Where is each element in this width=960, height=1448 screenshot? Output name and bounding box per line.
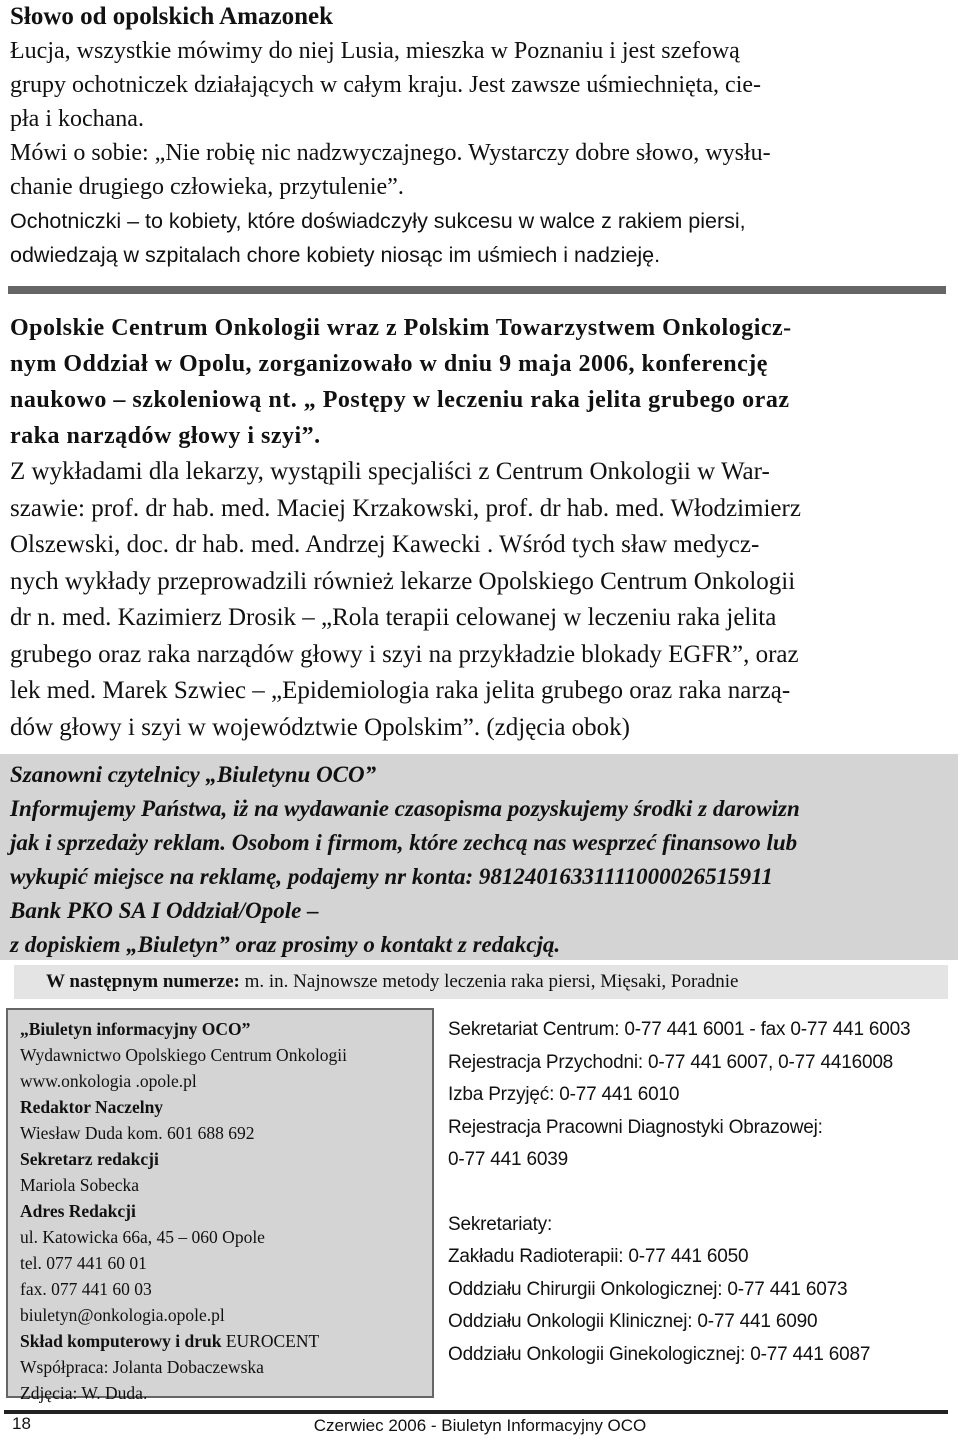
conference-lead-line: raka narządów głowy i szyi”. (10, 423, 321, 449)
imprint-fax: fax. 077 441 60 03 (20, 1279, 152, 1299)
amazonki-line: chanie drugiego człowieka, przytulenie”. (10, 174, 404, 200)
imprint-secretary: Mariola Sobecka (20, 1175, 140, 1195)
amazonki-line: pła i kochana. (10, 106, 144, 132)
imprint-address: ul. Katowicka 66a, 45 – 060 Opole (20, 1227, 265, 1247)
amazonki-line: Ochotniczki – to kobiety, które doświadczyły sukcesu w walce z rakiem piersi, (10, 209, 746, 233)
contact-line: Sekretariat Centrum: 0-77 441 6001 - fax 0-77 441 6003 (448, 1019, 911, 1040)
conference-body-line: nych wykłady przeprowadzili również lekarze Opolskiego Centrum Onkologii (10, 567, 796, 595)
conference-article (10, 310, 950, 746)
imprint-editor-label: Redaktor Naczelny (20, 1097, 164, 1117)
amazonki-line: Mówi o sobie: „Nie robię nic nadzwyczajnego. Wystarczy dobre słowo, wysłu- (10, 140, 771, 166)
notice-line: wykupić miejsce na reklamę, podajemy nr konta: 98124016331111000026515911 (10, 864, 773, 889)
contacts-list (448, 1014, 948, 1371)
contacts-spacer (448, 1177, 948, 1209)
conference-lead-line: naukowo – szkoleniową nt. „ Postępy w leczeniu raka jelita grubego oraz (10, 387, 790, 413)
contact-line: Sekretariaty: (448, 1213, 553, 1235)
notice-line: Szanowni czytelnicy „Biuletynu OCO” (10, 762, 377, 787)
amazonki-line: grupy ochotniczek działających w całym kraju. Jest zawsze uśmiechnięta, cie- (10, 72, 762, 98)
imprint-address-label: Adres Redakcji (20, 1201, 136, 1221)
conference-body-line: Z wykładami dla lekarzy, wystąpili specjaliści z Centrum Onkologii w War- (10, 458, 770, 485)
contact-line: Oddziału Onkologii Klinicznej: 0-77 441 6090 (448, 1311, 818, 1332)
notice-line: z dopiskiem „Biuletyn” oraz prosimy o kontakt z redakcją. (10, 932, 561, 957)
imprint-cooperation: Współpraca: Jolanta Dobaczewska (20, 1357, 264, 1377)
amazonki-line: Łucja, wszystkie mówimy do niej Lusia, mieszka w Poznaniu i jest szefową (10, 38, 740, 64)
conference-body-line: grubego oraz raka narządów głowy i szyi na przykładzie blokady EGFR”, oraz (10, 640, 799, 668)
contact-line: 0-77 441 6039 (448, 1149, 568, 1170)
footer-text: Czerwiec 2006 - Biuletyn Informacyjny OCO (313, 1416, 647, 1435)
amazonki-section (10, 0, 950, 272)
imprint-box (6, 1008, 434, 1403)
notice-line: Informujemy Państwa, iż na wydawanie czasopisma pozyskujemy środki z darowizn (10, 796, 800, 821)
conference-body-line: Olszewski, doc. dr hab. med. Andrzej Kawecki . Wśród tych sław medycz- (10, 531, 760, 558)
imprint-editor: Wiesław Duda kom. 601 688 692 (20, 1123, 255, 1143)
next-issue-label: W następnym numerze: (46, 971, 240, 992)
conference-body-line: dr n. med. Kazimierz Drosik – „Rola terapii celowanej w leczeniu raka jelita (10, 604, 777, 631)
conference-lead-line: nym Oddział w Opolu, zorganizowało w dniu 9 maja 2006, konferencję (10, 351, 768, 377)
conference-body-line: szawie: prof. dr hab. med. Maciej Krzakowski, prof. dr hab. med. Włodzimierz (10, 494, 801, 522)
imprint-title: „Biuletyn informacyjny OCO” (20, 1019, 251, 1039)
amazonki-title: Słowo od opolskich Amazonek (10, 3, 333, 30)
imprint-print: EUROCENT (221, 1331, 320, 1351)
notice-line: jak i sprzedaży reklam. Osobom i firmom, które zechcą nas wesprzeć finansowo lub (10, 830, 798, 855)
contact-line: Oddziału Onkologii Ginekologicznej: 0-77 441 6087 (448, 1343, 871, 1365)
next-issue-banner (14, 965, 948, 999)
section-divider (8, 286, 946, 294)
conference-body-line: lek med. Marek Szwiec – „Epidemiologia raka jelita grubego oraz raka narzą- (10, 677, 791, 704)
notice-line: Bank PKO SA I Oddział/Opole – (10, 898, 319, 923)
imprint-secretary-label: Sekretarz redakcji (20, 1149, 159, 1169)
imprint-print-label: Skład komputerowy i druk (20, 1331, 222, 1351)
next-issue-content: m. in. Najnowsze metody leczenia raka piersi, Mięsaki, Poradnie (239, 971, 739, 992)
conference-lead-line: Opolskie Centrum Onkologii wraz z Polskim Towarzystwem Onkologicz- (10, 315, 792, 341)
imprint-website: www.onkologia .opole.pl (20, 1071, 197, 1091)
page-number: 18 (12, 1414, 31, 1433)
contact-line: Izba Przyjęć: 0-77 441 6010 (448, 1084, 680, 1105)
imprint-publisher: Wydawnictwo Opolskiego Centrum Onkologii (20, 1045, 348, 1065)
contact-line: Rejestracja Pracowni Diagnostyki Obrazowej: (448, 1116, 823, 1138)
footer-rule (4, 1410, 948, 1414)
imprint-print-row (20, 1328, 420, 1354)
next-issue-text (46, 971, 738, 993)
imprint-photos: Zdjęcia: W. Duda. (20, 1383, 148, 1403)
imprint-tel: tel. 077 441 60 01 (20, 1253, 147, 1273)
contact-line: Rejestracja Przychodni: 0-77 441 6007, 0-77 4416008 (448, 1051, 894, 1073)
imprint-email: biuletyn@onkologia.opole.pl (20, 1305, 225, 1325)
contact-line: Oddziału Chirurgii Onkologicznej: 0-77 441 6073 (448, 1278, 848, 1300)
conference-body-line: dów głowy i szyi w województwie Opolskim”. (zdjęcia obok) (10, 713, 631, 741)
contact-line: Zakładu Radioterapii: 0-77 441 6050 (448, 1246, 749, 1267)
amazonki-line: odwiedzają w szpitalach chore kobiety niosąc im uśmiech i nadzieję. (10, 243, 661, 267)
readers-notice-box (0, 754, 958, 960)
